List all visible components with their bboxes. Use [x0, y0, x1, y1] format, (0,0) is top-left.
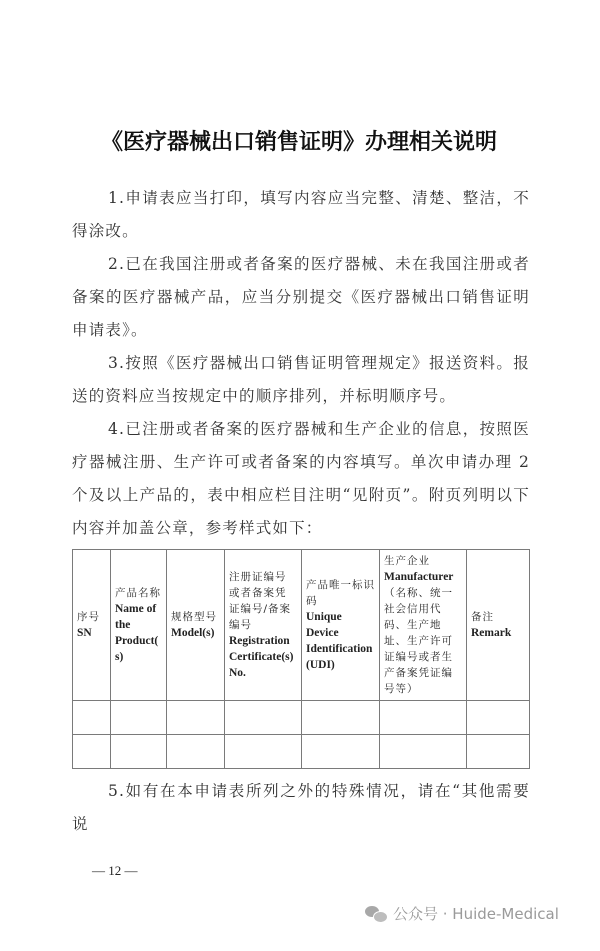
- table-cell: [167, 735, 225, 769]
- header-manufacturer-note: （名称、统一社会信用代码、生产地址、生产许可证编号或者生产备案凭证编号等）: [384, 587, 453, 695]
- header-remark: [467, 550, 530, 701]
- table-header-row: [73, 550, 530, 701]
- table-cell: [111, 701, 167, 735]
- paragraph-2: [72, 248, 530, 347]
- watermark: [365, 903, 559, 924]
- table-cell: [73, 701, 111, 735]
- paragraph-1-text: 1.申请表应当打印，填写内容应当完整、清楚、整洁，不得涂改。: [72, 189, 530, 240]
- paragraph-2-text: 2.已在我国注册或者备案的医疗器械、未在我国注册或者备案的医疗器械产品，应当分别提交《医疗器械出口销售证明申请表》。: [72, 255, 530, 339]
- header-sn-cn: 序号: [77, 611, 100, 623]
- page-number: — 12 —: [92, 863, 138, 878]
- paragraph-4-text: 4.已注册或者备案的医疗器械和生产企业的信息，按照医疗器械注册、生产许可或者备案的内容填写。单次申请办理 2 个及以上产品的，表中相应栏目注明“见附页”。附页列明以下内容并加盖公章，参考样式如下：: [72, 420, 530, 537]
- paragraph-4: [72, 413, 530, 545]
- header-sn-en: SN: [77, 627, 92, 639]
- header-registration: [225, 550, 302, 701]
- header-model: [167, 550, 225, 701]
- reference-table: [72, 549, 530, 769]
- header-udi-en: Unique Device Identification (UDI): [306, 611, 373, 671]
- table-row: [73, 701, 530, 735]
- paragraph-3: [72, 347, 530, 413]
- table-row: [73, 735, 530, 769]
- header-manufacturer-cn: 生产企业: [384, 555, 430, 567]
- document-title: 《医疗器械出口销售证明》办理相关说明: [100, 129, 497, 155]
- table-cell: [225, 701, 302, 735]
- table-cell: [302, 735, 380, 769]
- header-model-en: Model(s): [171, 627, 215, 639]
- paragraph-3-text: 3.按照《医疗器械出口销售证明管理规定》报送资料。报送的资料应当按规定中的顺序排列，并标明顺序号。: [72, 354, 530, 405]
- header-udi-cn: 产品唯一标识码: [306, 579, 375, 607]
- header-model-cn: 规格型号: [171, 611, 217, 623]
- header-sn: [73, 550, 111, 701]
- header-remark-cn: 备注: [471, 611, 494, 623]
- header-registration-cn: 注册证编号或者备案凭证编号/备案编号: [229, 571, 292, 631]
- header-product-name-en: Name of the Product(s): [115, 603, 159, 663]
- table-cell: [73, 735, 111, 769]
- table-cell: [302, 701, 380, 735]
- header-manufacturer: [380, 550, 467, 701]
- table-cell: [380, 701, 467, 735]
- paragraph-5: [72, 775, 530, 841]
- header-remark-en: Remark: [471, 627, 512, 639]
- table-cell: [380, 735, 467, 769]
- header-product-name-cn: 产品名称: [115, 587, 161, 599]
- table-cell: [225, 735, 302, 769]
- table-cell: [167, 701, 225, 735]
- header-udi: [302, 550, 380, 701]
- watermark-text: 公众号 · Huide-Medical: [393, 905, 559, 923]
- paragraph-1: [72, 182, 530, 248]
- table-cell: [467, 735, 530, 769]
- header-registration-en: Registration Certificate(s) No.: [229, 635, 294, 679]
- header-product-name: [111, 550, 167, 701]
- page-footer: [72, 841, 559, 951]
- wechat-icon: [365, 906, 387, 922]
- table-cell: [111, 735, 167, 769]
- table-cell: [467, 701, 530, 735]
- paragraph-5-text: 5.如有在本申请表所列之外的特殊情况，请在“其他需要说: [72, 782, 530, 833]
- header-manufacturer-en: Manufacturer: [384, 571, 454, 583]
